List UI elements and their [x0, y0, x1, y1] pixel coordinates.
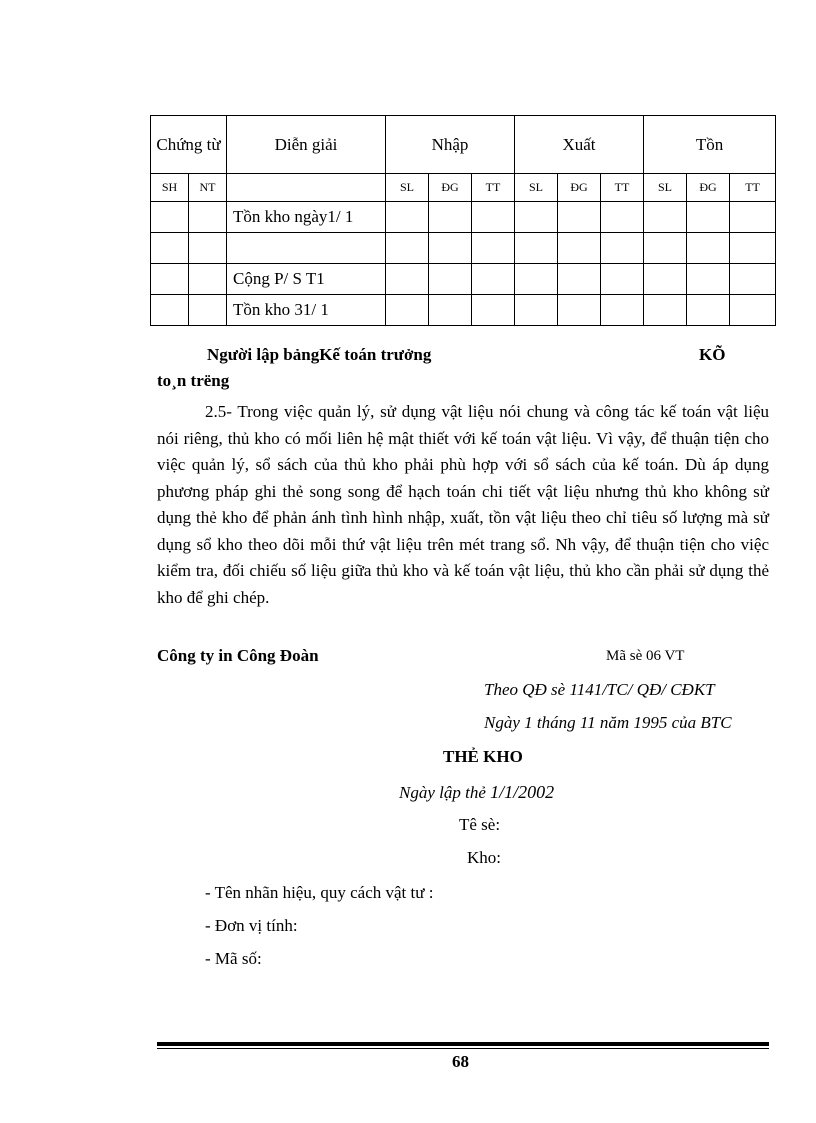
card-date	[399, 782, 554, 803]
decision-date: Ngày 1 tháng 11 năm 1995 của BTC	[484, 713, 732, 732]
subheader-cell: ĐG	[429, 174, 472, 202]
field-code: - Mã số:	[205, 949, 262, 968]
table-row	[151, 295, 776, 326]
subheader-cell: SH	[151, 174, 189, 202]
page-number: 68	[452, 1052, 469, 1071]
subheader-cell: TT	[730, 174, 776, 202]
row-description: Tồn kho ngày1/ 1	[227, 202, 386, 233]
signature-right: KÕ	[699, 345, 726, 364]
inventory-ledger-table	[150, 115, 776, 326]
header-xuat: Xuất	[515, 116, 644, 174]
signature-line2: to¸n trëng	[157, 371, 230, 390]
card-date-value: 1/1/2002	[490, 782, 555, 802]
paragraph-text: 2.5- Trong việc quản lý, sử dụng vật liệu nói chung và công tác kế toán vật liệu nói riêng, thủ kho có mối liên hệ mật thiết với kế toán vật liệu. Vì vậy, để thuận tiện cho việc quản lý, sổ sách của thủ kho phải phù hợp với sổ sách của kế toán. Dù áp dụng phương pháp ghi thẻ song song để hạch toán chi tiết vật liệu nhưng thủ kho không sử dụng thẻ kho để phản ánh tình hình nhập, xuất, tồn vật liệu theo chỉ tiêu số lượng mà sử dụng sổ kho theo dõi mỗi thứ vật liệu trên mét trang sổ. Nh vậy, để thuận tiện cho việc kiểm tra, đối chiếu số liệu giữa thủ kho và kế toán vật liệu, thủ kho cần phải sử dụng thẻ kho để ghi chép.	[157, 402, 769, 607]
field-unit: - Đơn vị tính:	[205, 916, 298, 935]
card-title: THẺ KHO	[443, 747, 523, 766]
decision-ref: Theo QĐ sè 1141/TC/ QĐ/ CĐKT	[484, 680, 715, 699]
header-ton: Tồn	[644, 116, 776, 174]
subheader-cell: NT	[189, 174, 227, 202]
table-row	[151, 202, 776, 233]
header-row	[151, 116, 776, 174]
subheader-cell	[227, 174, 386, 202]
row-description: Tồn kho 31/ 1	[227, 295, 386, 326]
warehouse-label: Kho:	[467, 848, 501, 867]
subheader-cell: SL	[644, 174, 687, 202]
signature-preparer: Người lập bảngKế toán trưởng	[207, 345, 432, 364]
header-chung-tu: Chứng từ	[151, 116, 227, 174]
footer-rule	[157, 1042, 769, 1046]
subheader-cell: ĐG	[687, 174, 730, 202]
row-description: Cộng P/ S T1	[227, 264, 386, 295]
company-name: Công ty in Công Đoàn	[157, 646, 319, 665]
subheader-cell: ĐG	[558, 174, 601, 202]
subheader-cell: TT	[601, 174, 644, 202]
body-paragraph	[157, 399, 769, 611]
header-nhap: Nhập	[386, 116, 515, 174]
row-description	[227, 233, 386, 264]
footer-rule-thin	[157, 1048, 769, 1049]
card-date-label: Ngày lập thẻ	[399, 783, 486, 802]
field-spec: - Tên nhãn hiệu, quy cách vật tư :	[205, 883, 434, 902]
table-row	[151, 264, 776, 295]
form-code: Mã sè 06 VT	[606, 648, 685, 664]
subheader-cell: TT	[472, 174, 515, 202]
header-dien-giai: Diễn giải	[227, 116, 386, 174]
subheader-cell: SL	[515, 174, 558, 202]
sheet-number: Tê sè:	[459, 815, 501, 834]
subheader-cell: SL	[386, 174, 429, 202]
subheader-row	[151, 174, 776, 202]
table-row	[151, 233, 776, 264]
